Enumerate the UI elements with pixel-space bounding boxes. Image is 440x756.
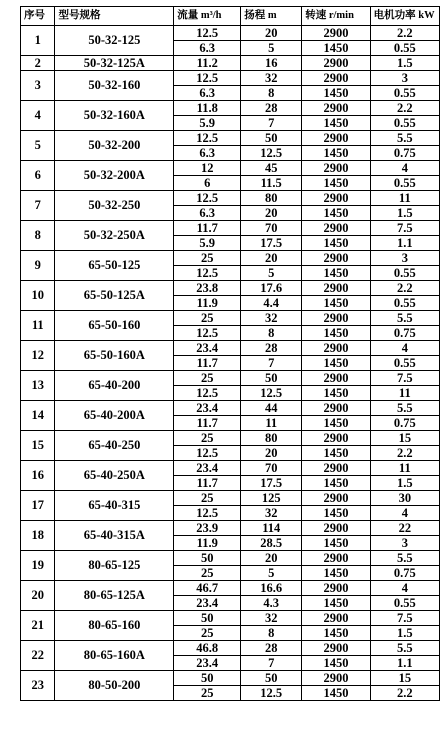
cell-speed: 2900 — [302, 251, 370, 266]
cell-speed: 2900 — [302, 551, 370, 566]
cell-model: 65-40-315 — [55, 491, 174, 521]
cell-flow: 6.3 — [174, 146, 241, 161]
cell-index: 18 — [21, 521, 55, 551]
cell-index: 20 — [21, 581, 55, 611]
cell-flow: 12.5 — [174, 386, 241, 401]
cell-head: 20 — [241, 206, 302, 221]
cell-head: 80 — [241, 431, 302, 446]
table-row — [21, 671, 440, 686]
table-row — [21, 56, 440, 71]
cell-flow: 23.4 — [174, 596, 241, 611]
cell-model: 65-50-125 — [55, 251, 174, 281]
cell-power: 7.5 — [370, 611, 439, 626]
cell-speed: 1450 — [302, 686, 370, 701]
cell-head: 17.5 — [241, 236, 302, 251]
cell-speed: 2900 — [302, 161, 370, 176]
cell-head: 7 — [241, 356, 302, 371]
cell-model: 50-32-200 — [55, 131, 174, 161]
header-power: 电机功率 kW — [370, 7, 439, 26]
cell-head: 20 — [241, 446, 302, 461]
cell-speed: 1450 — [302, 266, 370, 281]
cell-head: 32 — [241, 71, 302, 86]
cell-speed: 2900 — [302, 371, 370, 386]
cell-head: 17.6 — [241, 281, 302, 296]
cell-flow: 12.5 — [174, 131, 241, 146]
cell-index: 15 — [21, 431, 55, 461]
cell-speed: 2900 — [302, 521, 370, 536]
table-row — [21, 161, 440, 176]
cell-head: 32 — [241, 611, 302, 626]
cell-power: 7.5 — [370, 221, 439, 236]
cell-flow: 23.8 — [174, 281, 241, 296]
header-model: 型号规格 — [55, 7, 174, 26]
cell-flow: 25 — [174, 371, 241, 386]
table-row — [21, 401, 440, 416]
cell-model: 65-40-250A — [55, 461, 174, 491]
cell-power: 0.55 — [370, 596, 439, 611]
cell-index: 3 — [21, 71, 55, 101]
table-row — [21, 341, 440, 356]
cell-head: 80 — [241, 191, 302, 206]
cell-head: 28 — [241, 641, 302, 656]
cell-head: 17.5 — [241, 476, 302, 491]
cell-flow: 25 — [174, 251, 241, 266]
cell-flow: 12.5 — [174, 191, 241, 206]
cell-flow: 6.3 — [174, 41, 241, 56]
cell-speed: 1450 — [302, 476, 370, 491]
cell-index: 19 — [21, 551, 55, 581]
cell-speed: 1450 — [302, 356, 370, 371]
cell-power: 7.5 — [370, 371, 439, 386]
cell-speed: 2900 — [302, 281, 370, 296]
cell-flow: 11.7 — [174, 221, 241, 236]
cell-flow: 25 — [174, 566, 241, 581]
cell-head: 11 — [241, 416, 302, 431]
cell-speed: 2900 — [302, 221, 370, 236]
cell-model: 50-32-160 — [55, 71, 174, 101]
header-head: 扬程 m — [241, 7, 302, 26]
cell-model: 50-32-125 — [55, 26, 174, 56]
table-row — [21, 461, 440, 476]
cell-power: 0.55 — [370, 296, 439, 311]
table-row — [21, 221, 440, 236]
cell-speed: 2900 — [302, 401, 370, 416]
cell-speed: 1450 — [302, 416, 370, 431]
cell-model: 65-40-200 — [55, 371, 174, 401]
cell-flow: 50 — [174, 551, 241, 566]
header-flow: 流量 m³/h — [174, 7, 241, 26]
table-row — [21, 521, 440, 536]
cell-flow: 23.4 — [174, 401, 241, 416]
cell-power: 4 — [370, 161, 439, 176]
cell-power: 0.55 — [370, 86, 439, 101]
cell-model: 80-50-200 — [55, 671, 174, 701]
cell-power: 1.1 — [370, 236, 439, 251]
cell-index: 12 — [21, 341, 55, 371]
cell-model: 50-32-250 — [55, 191, 174, 221]
cell-power: 1.5 — [370, 626, 439, 641]
cell-power: 0.75 — [370, 416, 439, 431]
cell-power: 3 — [370, 536, 439, 551]
cell-power: 11 — [370, 386, 439, 401]
cell-power: 2.2 — [370, 281, 439, 296]
table-row — [21, 581, 440, 596]
cell-flow: 11.9 — [174, 536, 241, 551]
cell-flow: 50 — [174, 671, 241, 686]
cell-model: 80-65-160 — [55, 611, 174, 641]
cell-flow: 12 — [174, 161, 241, 176]
table-row — [21, 641, 440, 656]
cell-head: 5 — [241, 41, 302, 56]
cell-flow: 11.2 — [174, 56, 241, 71]
cell-power: 0.55 — [370, 41, 439, 56]
cell-model: 50-32-200A — [55, 161, 174, 191]
cell-model: 80-65-125 — [55, 551, 174, 581]
cell-power: 2.2 — [370, 686, 439, 701]
cell-power: 0.75 — [370, 566, 439, 581]
cell-model: 50-32-250A — [55, 221, 174, 251]
cell-power: 2.2 — [370, 446, 439, 461]
cell-power: 15 — [370, 431, 439, 446]
cell-speed: 2900 — [302, 341, 370, 356]
cell-speed: 1450 — [302, 656, 370, 671]
cell-speed: 2900 — [302, 461, 370, 476]
cell-power: 5.5 — [370, 401, 439, 416]
cell-index: 1 — [21, 26, 55, 56]
cell-speed: 2900 — [302, 491, 370, 506]
cell-speed: 1450 — [302, 206, 370, 221]
cell-speed: 2900 — [302, 641, 370, 656]
cell-head: 44 — [241, 401, 302, 416]
cell-index: 21 — [21, 611, 55, 641]
cell-flow: 25 — [174, 626, 241, 641]
cell-power: 5.5 — [370, 641, 439, 656]
cell-index: 23 — [21, 671, 55, 701]
cell-index: 16 — [21, 461, 55, 491]
cell-head: 32 — [241, 311, 302, 326]
cell-power: 0.55 — [370, 176, 439, 191]
cell-power: 5.5 — [370, 131, 439, 146]
cell-speed: 2900 — [302, 581, 370, 596]
cell-flow: 23.4 — [174, 341, 241, 356]
cell-flow: 5.9 — [174, 236, 241, 251]
table-row — [21, 26, 440, 41]
cell-speed: 1450 — [302, 596, 370, 611]
cell-flow: 12.5 — [174, 26, 241, 41]
cell-power: 15 — [370, 671, 439, 686]
cell-head: 20 — [241, 26, 302, 41]
cell-power: 22 — [370, 521, 439, 536]
cell-index: 2 — [21, 56, 55, 71]
cell-power: 5.5 — [370, 551, 439, 566]
cell-flow: 12.5 — [174, 71, 241, 86]
cell-speed: 2900 — [302, 131, 370, 146]
table-row — [21, 311, 440, 326]
cell-speed: 1450 — [302, 446, 370, 461]
cell-head: 50 — [241, 371, 302, 386]
cell-index: 11 — [21, 311, 55, 341]
cell-speed: 2900 — [302, 26, 370, 41]
cell-index: 22 — [21, 641, 55, 671]
cell-power: 1.1 — [370, 656, 439, 671]
cell-speed: 1450 — [302, 626, 370, 641]
cell-speed: 1450 — [302, 536, 370, 551]
cell-flow: 5.9 — [174, 116, 241, 131]
cell-head: 7 — [241, 116, 302, 131]
cell-speed: 2900 — [302, 191, 370, 206]
cell-speed: 1450 — [302, 41, 370, 56]
cell-head: 4.4 — [241, 296, 302, 311]
table-row — [21, 131, 440, 146]
cell-speed: 1450 — [302, 146, 370, 161]
table-row — [21, 551, 440, 566]
cell-power: 4 — [370, 341, 439, 356]
cell-speed: 1450 — [302, 566, 370, 581]
header-index: 序号 — [21, 7, 55, 26]
table-row — [21, 611, 440, 626]
pump-spec-table — [20, 6, 440, 701]
cell-model: 80-65-160A — [55, 641, 174, 671]
cell-head: 5 — [241, 566, 302, 581]
table-row — [21, 281, 440, 296]
cell-speed: 1450 — [302, 296, 370, 311]
cell-speed: 2900 — [302, 671, 370, 686]
cell-head: 28 — [241, 101, 302, 116]
cell-power: 3 — [370, 71, 439, 86]
cell-speed: 2900 — [302, 101, 370, 116]
cell-speed: 1450 — [302, 506, 370, 521]
cell-speed: 2900 — [302, 431, 370, 446]
table-body — [21, 26, 440, 701]
cell-power: 0.75 — [370, 146, 439, 161]
cell-speed: 2900 — [302, 611, 370, 626]
cell-power: 0.55 — [370, 116, 439, 131]
cell-power: 1.5 — [370, 476, 439, 491]
cell-speed: 1450 — [302, 326, 370, 341]
cell-flow: 25 — [174, 491, 241, 506]
cell-power: 0.75 — [370, 326, 439, 341]
cell-head: 4.3 — [241, 596, 302, 611]
cell-index: 10 — [21, 281, 55, 311]
table-row — [21, 371, 440, 386]
cell-model: 65-50-160A — [55, 341, 174, 371]
cell-power: 1.5 — [370, 206, 439, 221]
table-row — [21, 191, 440, 206]
cell-power: 3 — [370, 251, 439, 266]
cell-head: 20 — [241, 251, 302, 266]
cell-flow: 11.7 — [174, 356, 241, 371]
cell-speed: 2900 — [302, 71, 370, 86]
cell-power: 4 — [370, 581, 439, 596]
cell-flow: 23.4 — [174, 461, 241, 476]
cell-head: 11.5 — [241, 176, 302, 191]
cell-index: 14 — [21, 401, 55, 431]
cell-power: 1.5 — [370, 56, 439, 71]
cell-flow: 6.3 — [174, 206, 241, 221]
cell-head: 5 — [241, 266, 302, 281]
cell-power: 11 — [370, 191, 439, 206]
cell-index: 6 — [21, 161, 55, 191]
cell-head: 70 — [241, 221, 302, 236]
cell-flow: 25 — [174, 431, 241, 446]
cell-flow: 23.9 — [174, 521, 241, 536]
cell-speed: 1450 — [302, 176, 370, 191]
cell-head: 16 — [241, 56, 302, 71]
cell-model: 65-40-315A — [55, 521, 174, 551]
cell-index: 7 — [21, 191, 55, 221]
cell-speed: 1450 — [302, 86, 370, 101]
cell-power: 2.2 — [370, 26, 439, 41]
cell-model: 65-40-250 — [55, 431, 174, 461]
table-row — [21, 431, 440, 446]
cell-head: 12.5 — [241, 686, 302, 701]
cell-head: 32 — [241, 506, 302, 521]
cell-flow: 6.3 — [174, 86, 241, 101]
cell-head: 16.6 — [241, 581, 302, 596]
cell-head: 12.5 — [241, 146, 302, 161]
cell-speed: 2900 — [302, 311, 370, 326]
cell-speed: 2900 — [302, 56, 370, 71]
cell-index: 4 — [21, 101, 55, 131]
cell-flow: 46.8 — [174, 641, 241, 656]
cell-head: 70 — [241, 461, 302, 476]
cell-head: 8 — [241, 326, 302, 341]
cell-flow: 12.5 — [174, 446, 241, 461]
cell-speed: 1450 — [302, 386, 370, 401]
cell-power: 0.55 — [370, 356, 439, 371]
cell-model: 65-40-200A — [55, 401, 174, 431]
cell-flow: 50 — [174, 611, 241, 626]
cell-power: 5.5 — [370, 311, 439, 326]
cell-flow: 12.5 — [174, 506, 241, 521]
cell-speed: 1450 — [302, 116, 370, 131]
cell-model: 65-50-160 — [55, 311, 174, 341]
cell-flow: 11.7 — [174, 416, 241, 431]
table-header — [21, 7, 440, 26]
cell-model: 80-65-125A — [55, 581, 174, 611]
header-row — [21, 7, 440, 26]
cell-flow: 11.9 — [174, 296, 241, 311]
cell-head: 8 — [241, 86, 302, 101]
cell-power: 0.55 — [370, 266, 439, 281]
table-row — [21, 491, 440, 506]
cell-model: 50-32-125A — [55, 56, 174, 71]
cell-flow: 25 — [174, 686, 241, 701]
cell-index: 5 — [21, 131, 55, 161]
cell-model: 50-32-160A — [55, 101, 174, 131]
header-speed: 转速 r/min — [302, 7, 370, 26]
table-row — [21, 251, 440, 266]
cell-index: 9 — [21, 251, 55, 281]
cell-power: 2.2 — [370, 101, 439, 116]
cell-flow: 11.7 — [174, 476, 241, 491]
cell-head: 12.5 — [241, 386, 302, 401]
cell-model: 65-50-125A — [55, 281, 174, 311]
cell-flow: 23.4 — [174, 656, 241, 671]
cell-head: 114 — [241, 521, 302, 536]
cell-index: 17 — [21, 491, 55, 521]
cell-head: 125 — [241, 491, 302, 506]
cell-head: 20 — [241, 551, 302, 566]
cell-flow: 25 — [174, 311, 241, 326]
cell-power: 11 — [370, 461, 439, 476]
cell-power: 30 — [370, 491, 439, 506]
cell-head: 28 — [241, 341, 302, 356]
cell-flow: 11.8 — [174, 101, 241, 116]
cell-power: 4 — [370, 506, 439, 521]
cell-head: 7 — [241, 656, 302, 671]
cell-head: 8 — [241, 626, 302, 641]
cell-index: 8 — [21, 221, 55, 251]
cell-head: 45 — [241, 161, 302, 176]
cell-flow: 12.5 — [174, 266, 241, 281]
cell-flow: 46.7 — [174, 581, 241, 596]
cell-flow: 6 — [174, 176, 241, 191]
cell-index: 13 — [21, 371, 55, 401]
cell-head: 50 — [241, 131, 302, 146]
table-row — [21, 71, 440, 86]
cell-flow: 12.5 — [174, 326, 241, 341]
cell-head: 28.5 — [241, 536, 302, 551]
cell-speed: 1450 — [302, 236, 370, 251]
table-row — [21, 101, 440, 116]
cell-head: 50 — [241, 671, 302, 686]
pump-spec-table-container — [20, 6, 440, 701]
